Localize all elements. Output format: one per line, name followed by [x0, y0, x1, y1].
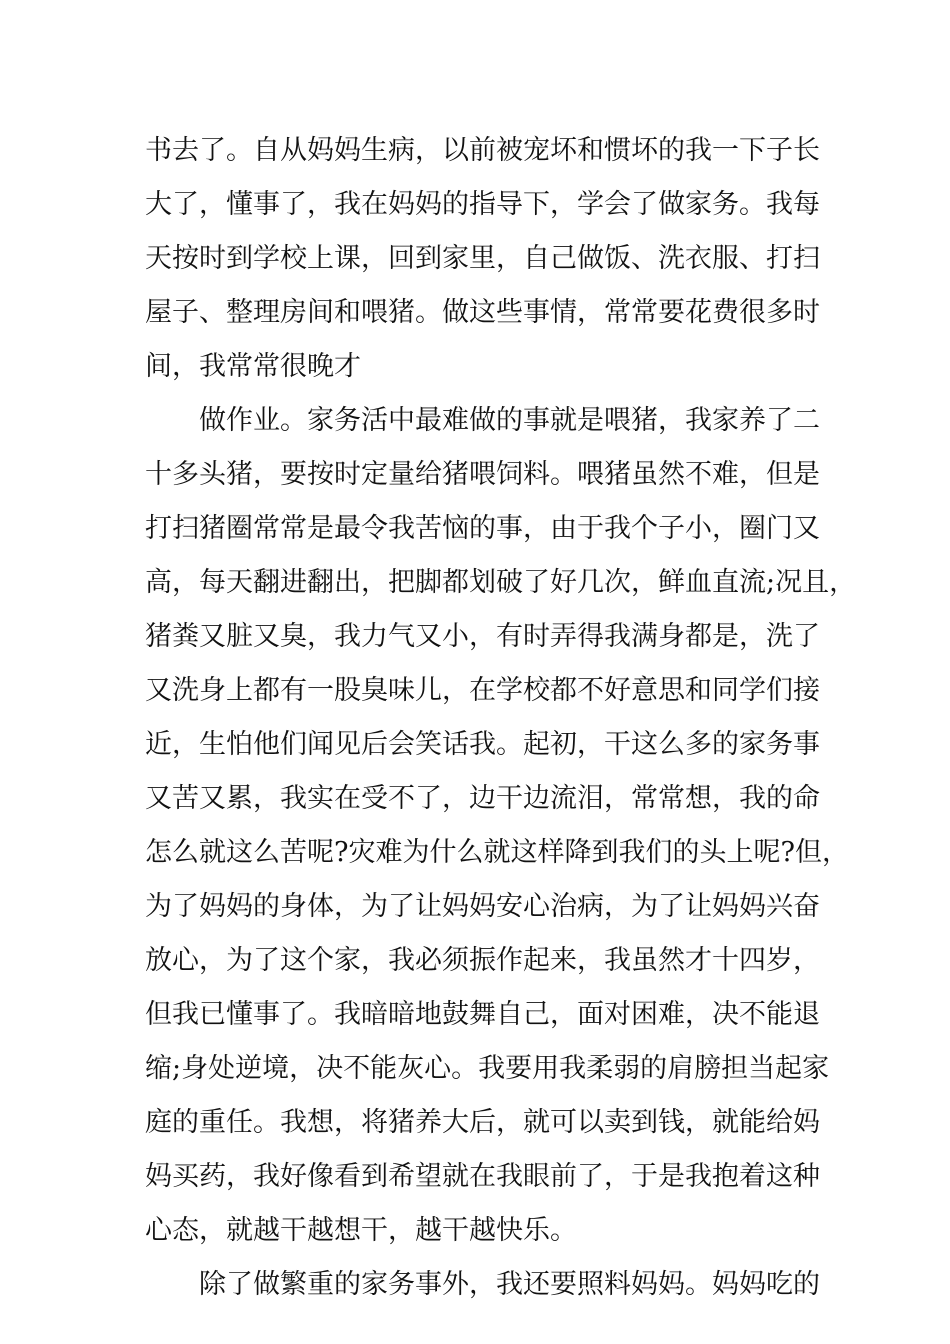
body-text	[145, 124, 857, 1312]
text-line: 近，生怕他们闻见后会笑话我。起初，干这么多的家务事	[145, 729, 820, 760]
text-line: 又洗身上都有一股臭味儿，在学校都不好意思和同学们接	[145, 675, 820, 706]
text-line: 妈买药，我好像看到希望就在我眼前了，于是我抱着这种	[145, 1161, 820, 1192]
text-line: 庭的重任。我想，将猪养大后，就可以卖到钱，就能给妈	[145, 1107, 820, 1138]
text-line: 间，我常常很晚才	[145, 351, 361, 382]
text-line: 缩;身处逆境，决不能灰心。我要用我柔弱的肩膀担当起家	[145, 1053, 830, 1084]
text-line: 十多头猪，要按时定量给猪喂饲料。喂猪虽然不难，但是	[145, 459, 820, 490]
text-line: 放心，为了这个家，我必须振作起来，我虽然才十四岁，	[145, 945, 820, 976]
text-line: 屋子、整理房间和喂猪。做这些事情，常常要花费很多时	[145, 297, 820, 328]
text-line: 高，每天翻进翻出，把脚都划破了好几次，鲜血直流;况且，	[145, 567, 857, 598]
text-line: 但我已懂事了。我暗暗地鼓舞自己，面对困难，决不能退	[145, 999, 820, 1030]
paragraph-first-line: 除了做繁重的家务事外，我还要照料妈妈。妈妈吃的	[199, 1269, 820, 1300]
text-line: 大了，懂事了，我在妈妈的指导下，学会了做家务。我每	[145, 189, 820, 220]
text-line: 又苦又累，我实在受不了，边干边流泪，常常想，我的命	[145, 783, 820, 814]
text-line: 打扫猪圈常常是最令我苦恼的事，由于我个子小，圈门又	[145, 513, 820, 544]
text-line: 书去了。自从妈妈生病，以前被宠坏和惯坏的我一下子长	[145, 135, 820, 166]
text-line: 猪粪又脏又臭，我力气又小，有时弄得我满身都是，洗了	[145, 621, 820, 652]
text-line: 为了妈妈的身体，为了让妈妈安心治病，为了让妈妈兴奋	[145, 891, 820, 922]
text-line: 天按时到学校上课，回到家里，自己做饭、洗衣服、打扫	[145, 243, 820, 274]
text-line: 心态，就越干越想干，越干越快乐。	[145, 1215, 577, 1246]
paragraph-first-line: 做作业。家务活中最难做的事就是喂猪，我家养了二	[199, 405, 820, 436]
text-line: 怎么就这么苦呢?灾难为什么就这样降到我们的头上呢?但，	[145, 837, 849, 868]
